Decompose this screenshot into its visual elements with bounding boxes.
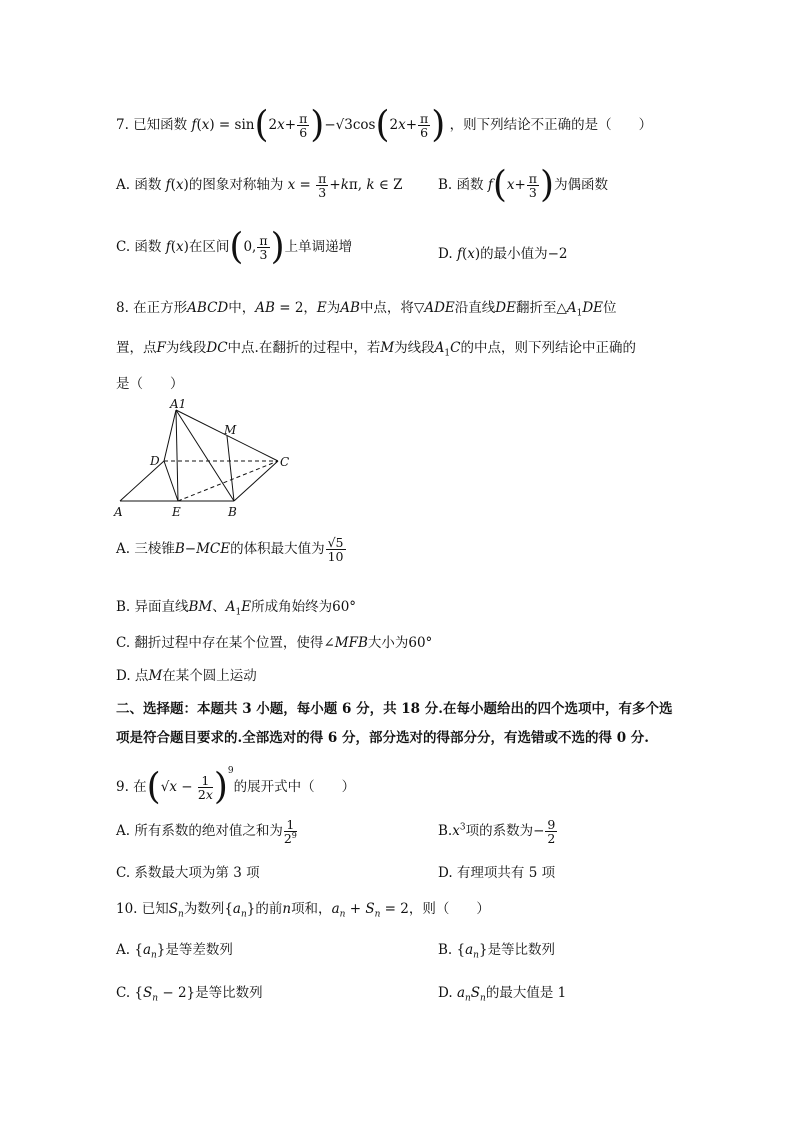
edge-B-C [234, 461, 278, 501]
q7-option-a: A. 函数 f(x)的图象对称轴为 x = $\frac{\pi}{3}$ +kπ, k ∈ Z [116, 171, 403, 201]
edge-D-E [164, 461, 178, 501]
q10-option-d: D. $a_nS_n$的最大值是 1 [438, 985, 567, 1004]
label-B: B [228, 505, 237, 519]
label-A1: A1 [170, 397, 187, 411]
q9-stem: 9. 在(√x − $\frac{1}{2x}$ )$^9$的展开式中（ ） [116, 766, 356, 808]
q7-function: f [191, 117, 197, 134]
q8-figure [112, 394, 312, 522]
q8-option-d: D. 点M在某个圆上运动 [116, 668, 257, 684]
label-A: A [114, 505, 123, 519]
label-M: M [224, 423, 237, 437]
q9-option-c: C. 系数最大项为第 3 项 [116, 865, 260, 881]
edge-E-C-dashed [178, 461, 278, 501]
q10-option-b: B. $\{a_n\}$是等比数列 [438, 942, 556, 961]
edge-A1-E [176, 410, 178, 501]
section2-line1: 二、选择题：本题共 3 小题，每小题 6 分，共 18 分.在每小题给出的四个选项中，有多个选 [116, 701, 673, 717]
q10-option-a: A. $\{a_n\}$是等差数列 [116, 942, 233, 961]
q9-option-a: A. 所有系数的绝对值之和为 $\frac{1}{2^9}$ [116, 817, 297, 847]
q9-option-d: D. 有理项共有 5 项 [438, 865, 556, 881]
q8-stem-line2: 置，点F为线段DC中点.在翻折的过程中，若M为线段$A_1C$的中点，则下列结论中正确的 [116, 340, 636, 359]
section2-line2: 项是符合题目要求的.全部选对的得 6 分，部分选对的得部分分，有选错或不选的得 0 分. [116, 730, 649, 746]
q7-option-c: C. 函数 f(x)在区间(0, $\frac{\pi}{3}$ )上单调递增 [116, 226, 353, 268]
q7-option-b: B. 函数 f(x+ $\frac{\pi}{3}$ )为偶函数 [438, 164, 609, 206]
q8-option-a: A. 三棱锥B−MCE的体积最大值为 $\frac{√5}{10}$ [116, 535, 344, 565]
q10-option-c: C. $\{S_n - 2\}$是等比数列 [116, 985, 263, 1004]
q8-option-c: C. 翻折过程中存在某个位置，使得∠MFB大小为60° [116, 635, 433, 651]
q8-stem-line3: 是（ ） [116, 376, 184, 392]
q8-stem-line1: 8. 在正方形ABCD中，AB = 2，E为AB中点，将▽ADE沿直线DE翻折至$\triangle A_1DE$位 [116, 300, 617, 319]
q10-stem: 10. 已知$S_n$为数列$\{a_n\}$的前n项和，$a_n + S_n = 2$，则（ ） [116, 901, 490, 920]
label-D: D [150, 454, 160, 468]
q7-stem: 7. 已知函数 f(x) = sin(2x+ $\frac{\pi}{6}$ )−√3cos(2x+ $\frac{\pi}{6}$ ) ，则下列结论不正确的是（ ） [116, 104, 653, 146]
edge-A1-D [164, 410, 176, 461]
q8-option-b: B. 异面直线BM、$A_1E$所成角始终为60° [116, 599, 357, 618]
q9-option-b: $B.x^3$项的系数为− $\frac{9}{2}$ [438, 817, 556, 847]
q7-option-d: D. f(x)的最小值为−2 [438, 246, 568, 262]
label-C: C [280, 455, 290, 469]
label-E: E [172, 505, 181, 519]
